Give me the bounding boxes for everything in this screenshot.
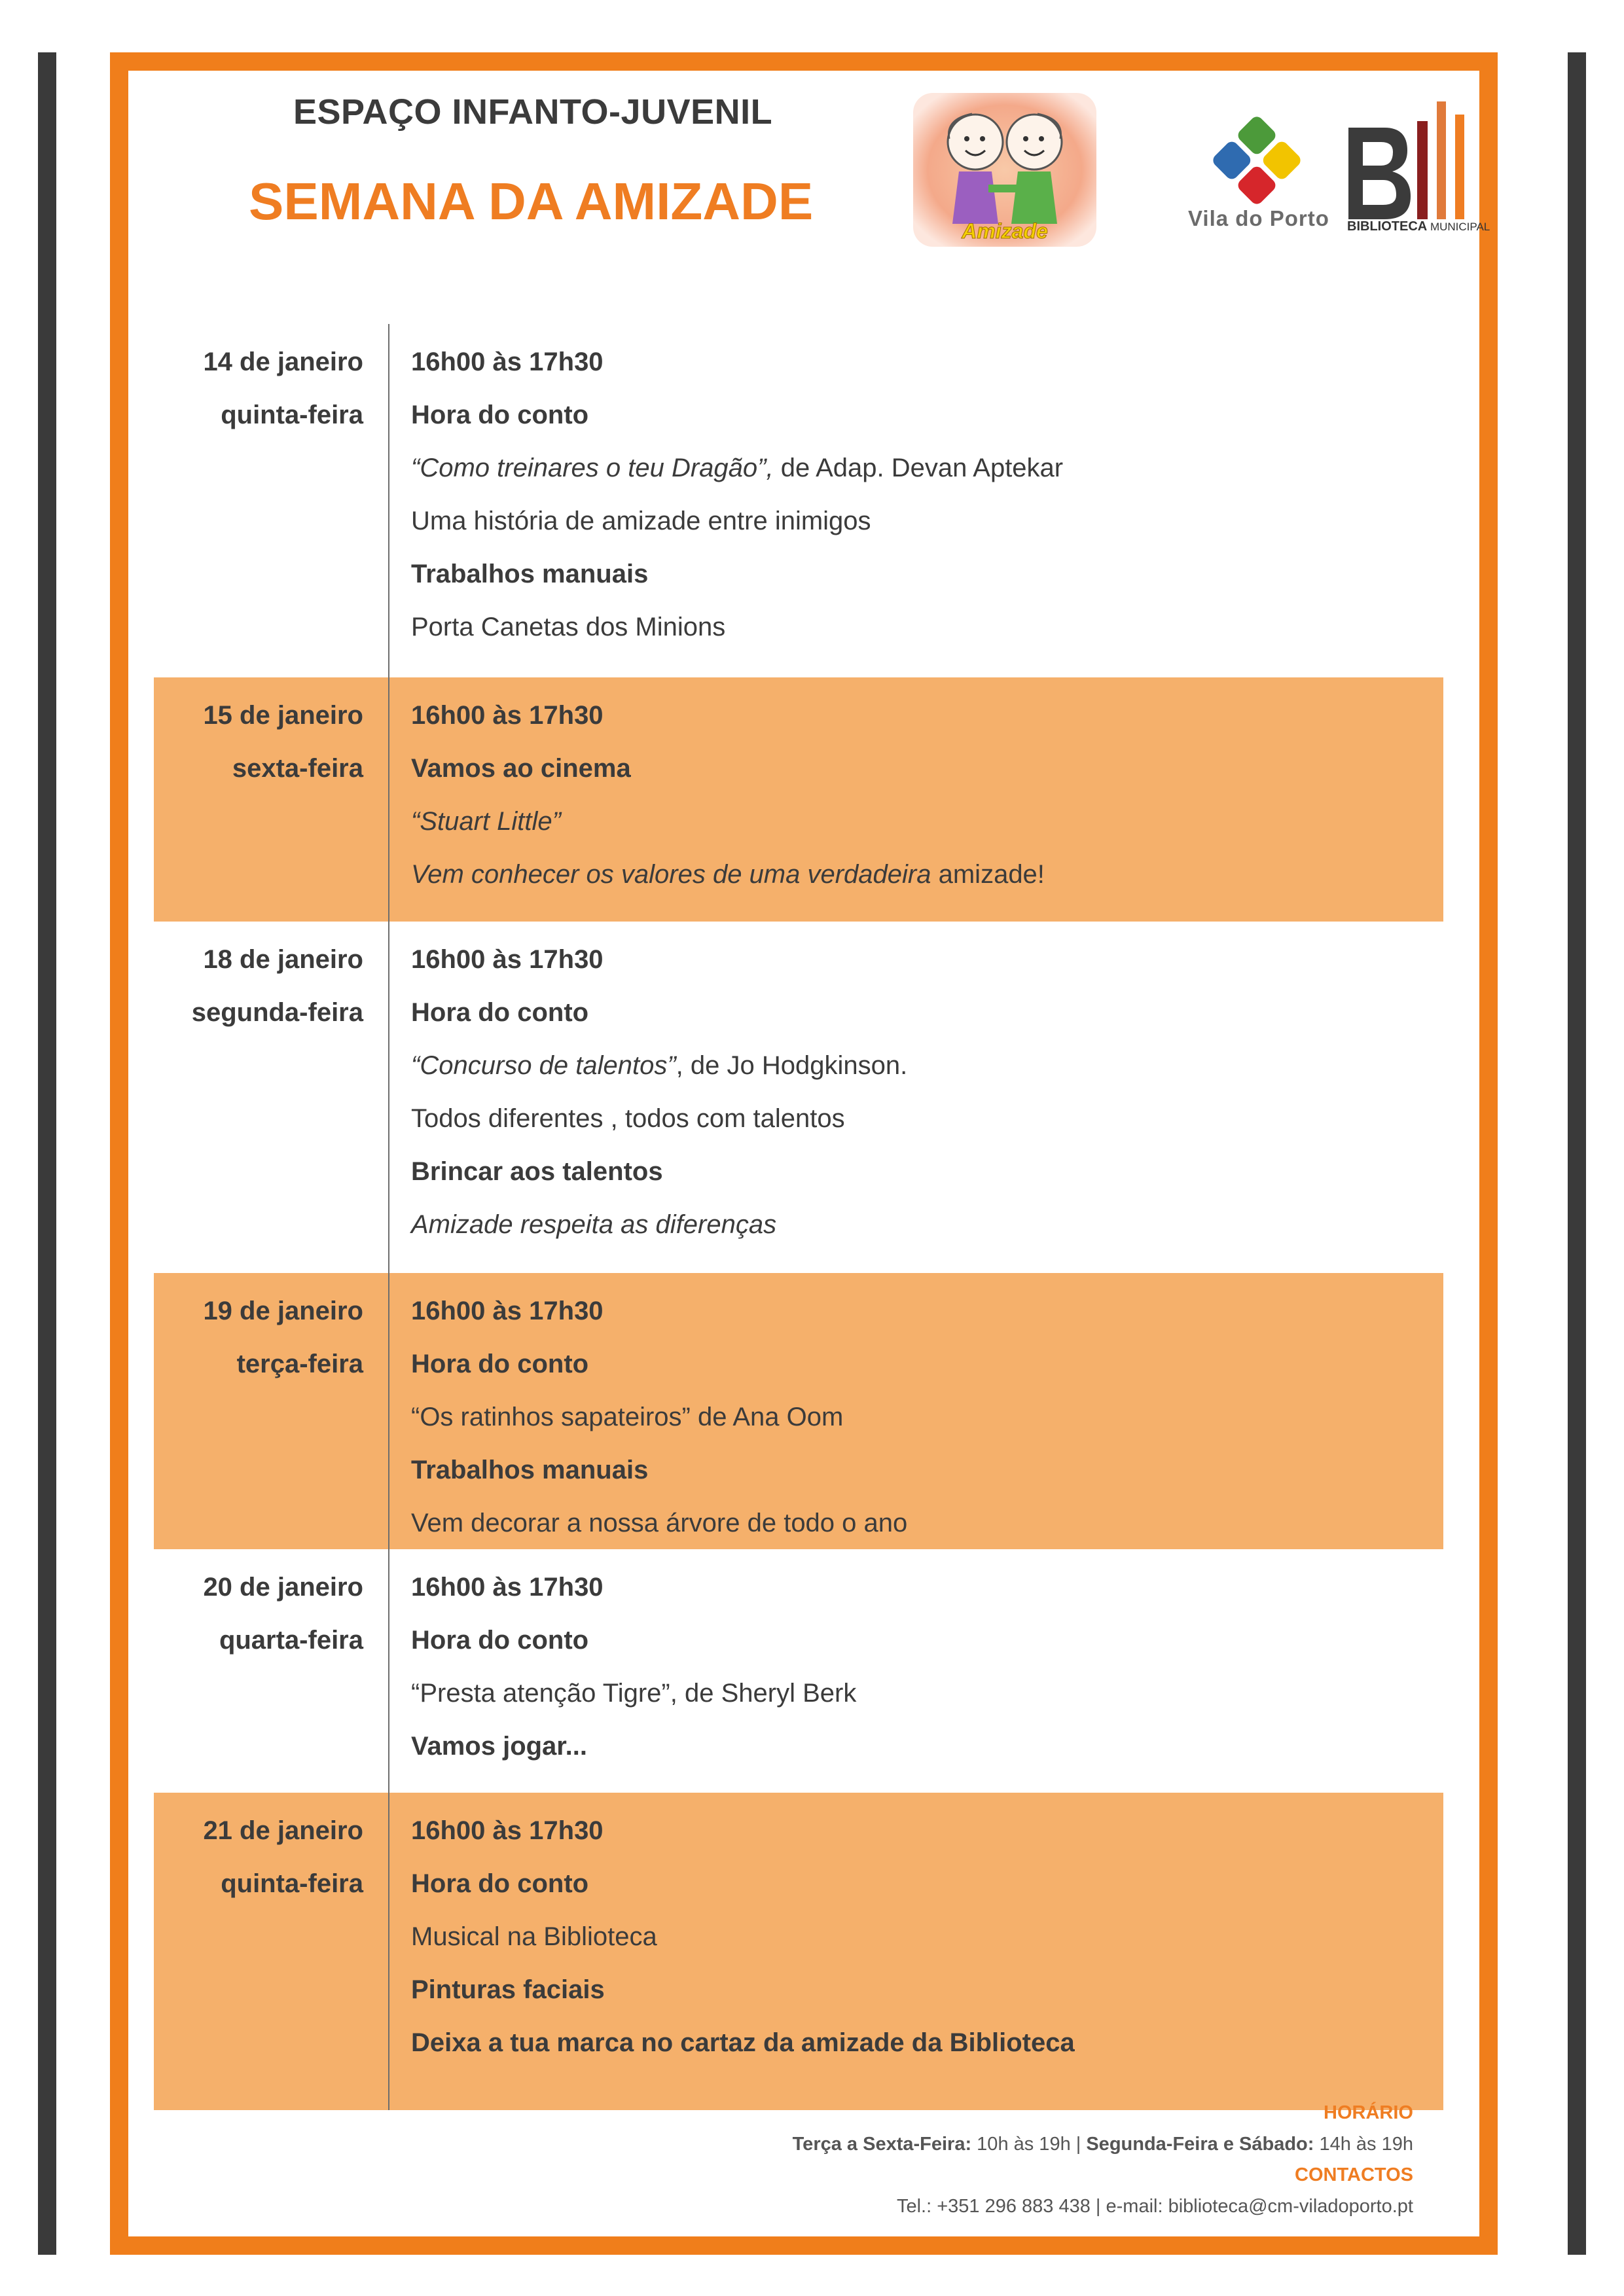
opening-hours: Terça a Sexta-Feira: 10h às 19h | Segunda-Feira e Sábado: 14h às 19h [792, 2134, 1413, 2155]
event-time: 16h00 às 17h30 [411, 945, 604, 974]
event-activity: Vamos jogar... [411, 1732, 588, 1761]
event-activity: Trabalhos manuais [411, 560, 649, 588]
date-cell [154, 677, 389, 922]
event-description: Porta Canetas dos Minions [411, 613, 726, 641]
horario-label: HORÁRIO [1324, 2102, 1413, 2123]
event-date: 15 de janeiro [203, 701, 363, 730]
event-details [389, 1793, 1443, 2110]
date-cell [154, 1273, 389, 1549]
biblioteca-municipal-label: BIBLIOTECA MUNICIPAL [1347, 219, 1490, 234]
schedule-table [154, 324, 1443, 2110]
event-book: “Concurso de talentos”, de Jo Hodgkinson. [411, 1051, 908, 1080]
schedule-row [154, 1793, 1443, 2110]
event-activity: Hora do conto [411, 998, 589, 1027]
schedule-row [154, 677, 1443, 922]
event-details [389, 1549, 1443, 1793]
event-weekday: segunda-feira [191, 998, 363, 1027]
date-cell [154, 324, 389, 677]
event-details [389, 922, 1443, 1273]
schedule-row [154, 922, 1443, 1273]
event-details [389, 324, 1443, 677]
event-book: “Como treinares o teu Dragão”, de Adap. Devan Aptekar [411, 454, 1064, 482]
contactos-label: CONTACTOS [1295, 2164, 1413, 2185]
event-time: 16h00 às 17h30 [411, 1573, 604, 1602]
date-cell [154, 922, 389, 1273]
event-time: 16h00 às 17h30 [411, 701, 604, 730]
event-date: 21 de janeiro [203, 1816, 363, 1845]
event-weekday: sexta-feira [232, 754, 363, 783]
event-date: 18 de janeiro [203, 945, 363, 974]
event-time: 16h00 às 17h30 [411, 1816, 604, 1845]
event-description: Vem conhecer os valores de uma verdadeira amizade! [411, 860, 1045, 889]
event-description: Uma história de amizade entre inimigos [411, 507, 871, 535]
event-time: 16h00 às 17h30 [411, 1297, 604, 1325]
event-activity: Hora do conto [411, 1869, 589, 1898]
right-side-bar [1568, 52, 1586, 2255]
event-weekday: quinta-feira [221, 401, 363, 429]
amizade-illustration [913, 93, 1096, 247]
event-activity: Hora do conto [411, 1626, 589, 1655]
event-activity: Trabalhos manuais [411, 1456, 649, 1484]
event-date: 19 de janeiro [203, 1297, 363, 1325]
event-date: 20 de janeiro [203, 1573, 363, 1602]
contact-info: Tel.: +351 296 883 438 | e-mail: biblioteca@cm-viladoporto.pt [896, 2196, 1413, 2217]
schedule-row [154, 1273, 1443, 1549]
event-date: 14 de janeiro [203, 348, 363, 376]
event-movie: “Stuart Little” [411, 807, 561, 836]
event-description: Musical na Biblioteca [411, 1922, 657, 1951]
event-details [389, 1273, 1443, 1549]
vila-do-porto-label: Vila do Porto [1188, 206, 1329, 230]
amizade-image-text: Amizade [962, 219, 1048, 243]
event-activity: Hora do conto [411, 401, 589, 429]
event-activity: Vamos ao cinema [411, 754, 631, 783]
event-weekday: quinta-feira [221, 1869, 363, 1898]
event-description: Vem decorar a nossa árvore de todo o ano [411, 1509, 908, 1537]
event-details [389, 677, 1443, 922]
page-title: SEMANA DA AMIZADE [249, 172, 814, 230]
event-weekday: terça-feira [236, 1350, 363, 1378]
event-activity: Hora do conto [411, 1350, 589, 1378]
date-cell [154, 1549, 389, 1793]
header-subtitle: ESPAÇO INFANTO-JUVENIL [293, 92, 773, 132]
event-book: “Os ratinhos sapateiros” de Ana Oom [411, 1403, 844, 1431]
biblioteca-municipal-logo [1345, 98, 1476, 229]
schedule-row [154, 1549, 1443, 1793]
event-activity: Brincar aos talentos [411, 1157, 663, 1186]
event-book: “Presta atenção Tigre”, de Sheryl Berk [411, 1679, 857, 1708]
event-time: 16h00 às 17h30 [411, 348, 604, 376]
event-activity: Pinturas faciais [411, 1975, 605, 2004]
event-description: Todos diferentes , todos com talentos [411, 1104, 845, 1133]
event-description: Amizade respeita as diferenças [411, 1210, 777, 1239]
event-weekday: quarta-feira [219, 1626, 363, 1655]
event-activity: Deixa a tua marca no cartaz da amizade da Biblioteca [411, 2028, 1075, 2057]
schedule-row [154, 324, 1443, 677]
left-side-bar [38, 52, 56, 2255]
date-cell [154, 1793, 389, 2110]
